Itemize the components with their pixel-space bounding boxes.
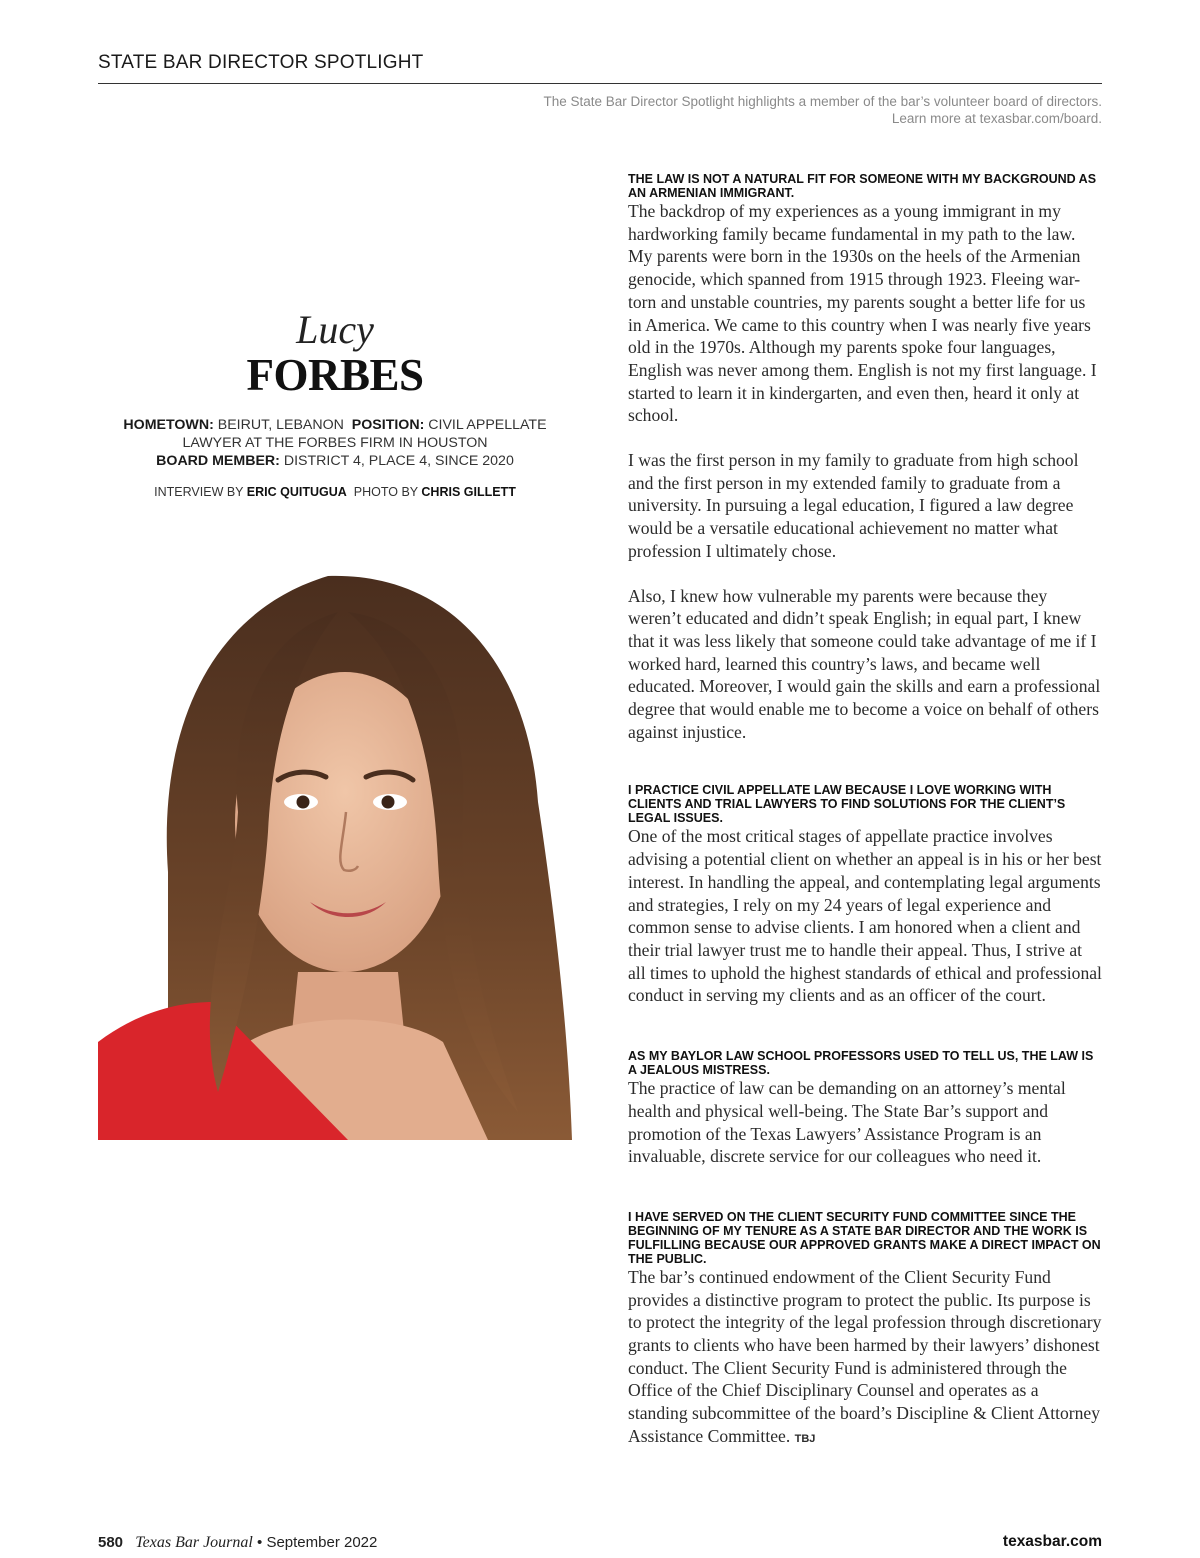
paragraph-text: I was the first person in my family to graduate from high school and the first person in my extended family to graduate from a university. In pursuing a legal education, I figured a law degree would be a versatile educational achievement no matter what profession I ultimately chose. bbox=[628, 450, 1079, 561]
interview-label: INTERVIEW BY bbox=[154, 485, 244, 499]
paragraph-text: One of the most critical stages of appellate practice involves advising a potential client on whether an appeal is in his or her best interest. In handling the appeal, and contemplating legal arguments and strategies, I rely on my 24 years of legal experience and common sense to advise clients. I am honored when a client and their trial lawyer trust me to handle their appeal. Thus, I strive at all times to uphold the highest standards of ethical and professional conduct in serving my clients and as an officer of the court. bbox=[628, 826, 1102, 1006]
body-paragraph bbox=[628, 200, 1102, 427]
paragraph-text: The bar’s continued endowment of the Client Security Fund provides a distinctive program to protect the public. Its purpose is to protect the integrity of the legal profession through discretionary grants to clients who have been harmed by their lawyers’ dishonest conduct. The Client Security Fund is administered through the Office of the Chief Disciplinary Counsel and operates as a standing subcommittee of the board’s Discipline & Client Attorney Assistance Committee. bbox=[628, 1266, 1102, 1446]
section-spacer bbox=[628, 743, 1102, 783]
photo-label: PHOTO BY bbox=[353, 485, 418, 499]
page-number: 580 bbox=[98, 1534, 124, 1551]
photographer-name: CHRIS GILLETT bbox=[421, 485, 516, 499]
footer-separator: • bbox=[257, 1534, 263, 1551]
position-value: CIVIL APPELLATE LAWYER AT THE FORBES FIRM IN HOUSTON bbox=[182, 417, 547, 451]
profile-meta bbox=[98, 416, 572, 470]
position-label: POSITION: bbox=[351, 417, 425, 433]
footer-left bbox=[98, 1534, 377, 1552]
hometown-value: BEIRUT, LEBANON bbox=[217, 417, 344, 433]
board-label: BOARD MEMBER: bbox=[156, 453, 280, 469]
first-name: Lucy bbox=[296, 307, 374, 352]
paragraph-text: The practice of law can be demanding on an attorney’s mental health and physical well-being. The State Bar’s support and promotion of the Texas Lawyers’ Assistance Program is an invaluable, discrete service for our colleagues who need it. bbox=[628, 1078, 1066, 1167]
body-paragraph bbox=[628, 585, 1102, 744]
section-title: STATE BAR DIRECTOR SPOTLIGHT bbox=[98, 52, 424, 73]
section-spacer bbox=[628, 1007, 1102, 1049]
section-heading: AS MY BAYLOR LAW SCHOOL PROFESSORS USED TO TELL US, THE LAW IS A JEALOUS MISTRESS. bbox=[628, 1049, 1094, 1078]
end-mark: TBJ bbox=[794, 1432, 816, 1445]
body-paragraph bbox=[628, 1077, 1102, 1168]
portrait-photo bbox=[98, 572, 572, 1140]
hometown-label: HOMETOWN: bbox=[123, 417, 214, 433]
profile-block bbox=[98, 300, 572, 500]
issue-date: September 2022 bbox=[266, 1534, 378, 1551]
portrait-illustration bbox=[98, 572, 572, 1140]
credits bbox=[98, 484, 572, 500]
section-heading: THE LAW IS NOT A NATURAL FIT FOR SOMEONE WITH MY BACKGROUND AS AN ARMENIAN IMMIGRANT. bbox=[628, 172, 1097, 200]
board-value: DISTRICT 4, PLACE 4, SINCE 2020 bbox=[283, 453, 514, 469]
interviewer-name: ERIC QUITUGUA bbox=[246, 485, 347, 499]
last-name: FORBES bbox=[246, 350, 424, 400]
section-heading: I HAVE SERVED ON THE CLIENT SECURITY FUND COMMITTEE SINCE THE BEGINNING OF MY TENURE AS A STATE BAR DIRECTOR AND THE WORK IS FULFILLING BECAUSE OUR APPROVED GRANTS MAKE A DIRECT IMPACT ON THE PUBLIC. bbox=[628, 1209, 1101, 1266]
section-spacer bbox=[628, 1168, 1102, 1210]
section-heading: I PRACTICE CIVIL APPELLATE LAW BECAUSE I LOVE WORKING WITH CLIENTS AND TRIAL LAWYERS TO FIND SOLUTIONS FOR THE CLIENT’S LEGAL ISSUES. bbox=[628, 783, 1066, 826]
intro-line-1: The State Bar Director Spotlight highlights a member of the bar’s volunteer board of directors. bbox=[543, 94, 1102, 109]
paragraph-text: The backdrop of my experiences as a young immigrant in my hardworking family became fundamental in my path to the law. My parents were born in the 1930s on the heels of the Armenian genocide, which spanned from 1915 through 1923. Fleeing war-torn and unstable countries, my parents sought a better life for us in America. We came to this country when I was nearly five years old in the 1970s. Although my parents spoke four languages, English was never among them. English is not my first language. I started to learn it in kindergarten, and even then, heard it only at school. bbox=[628, 201, 1097, 426]
intro-text bbox=[402, 93, 1102, 127]
journal-name: Texas Bar Journal bbox=[135, 1534, 253, 1551]
footer-site: texasbar.com bbox=[1002, 1533, 1102, 1550]
body-paragraph bbox=[628, 449, 1102, 563]
header-rule bbox=[98, 83, 1102, 84]
article-column bbox=[628, 172, 1102, 1451]
body-paragraph bbox=[628, 825, 1102, 1007]
paragraph-text: Also, I knew how vulnerable my parents were because they weren’t educated and didn’t speak English; in equal part, I knew that it was less likely that someone could take advantage of me if I worked hard, learned this country’s laws, and became well educated. Moreover, I would gain the skills and earn a professional degree that would enable me to become a voice on behalf of others against injustice. bbox=[628, 585, 1101, 742]
intro-line-2: Learn more at texasbar.com/board. bbox=[891, 111, 1102, 126]
body-paragraph bbox=[628, 1266, 1102, 1451]
